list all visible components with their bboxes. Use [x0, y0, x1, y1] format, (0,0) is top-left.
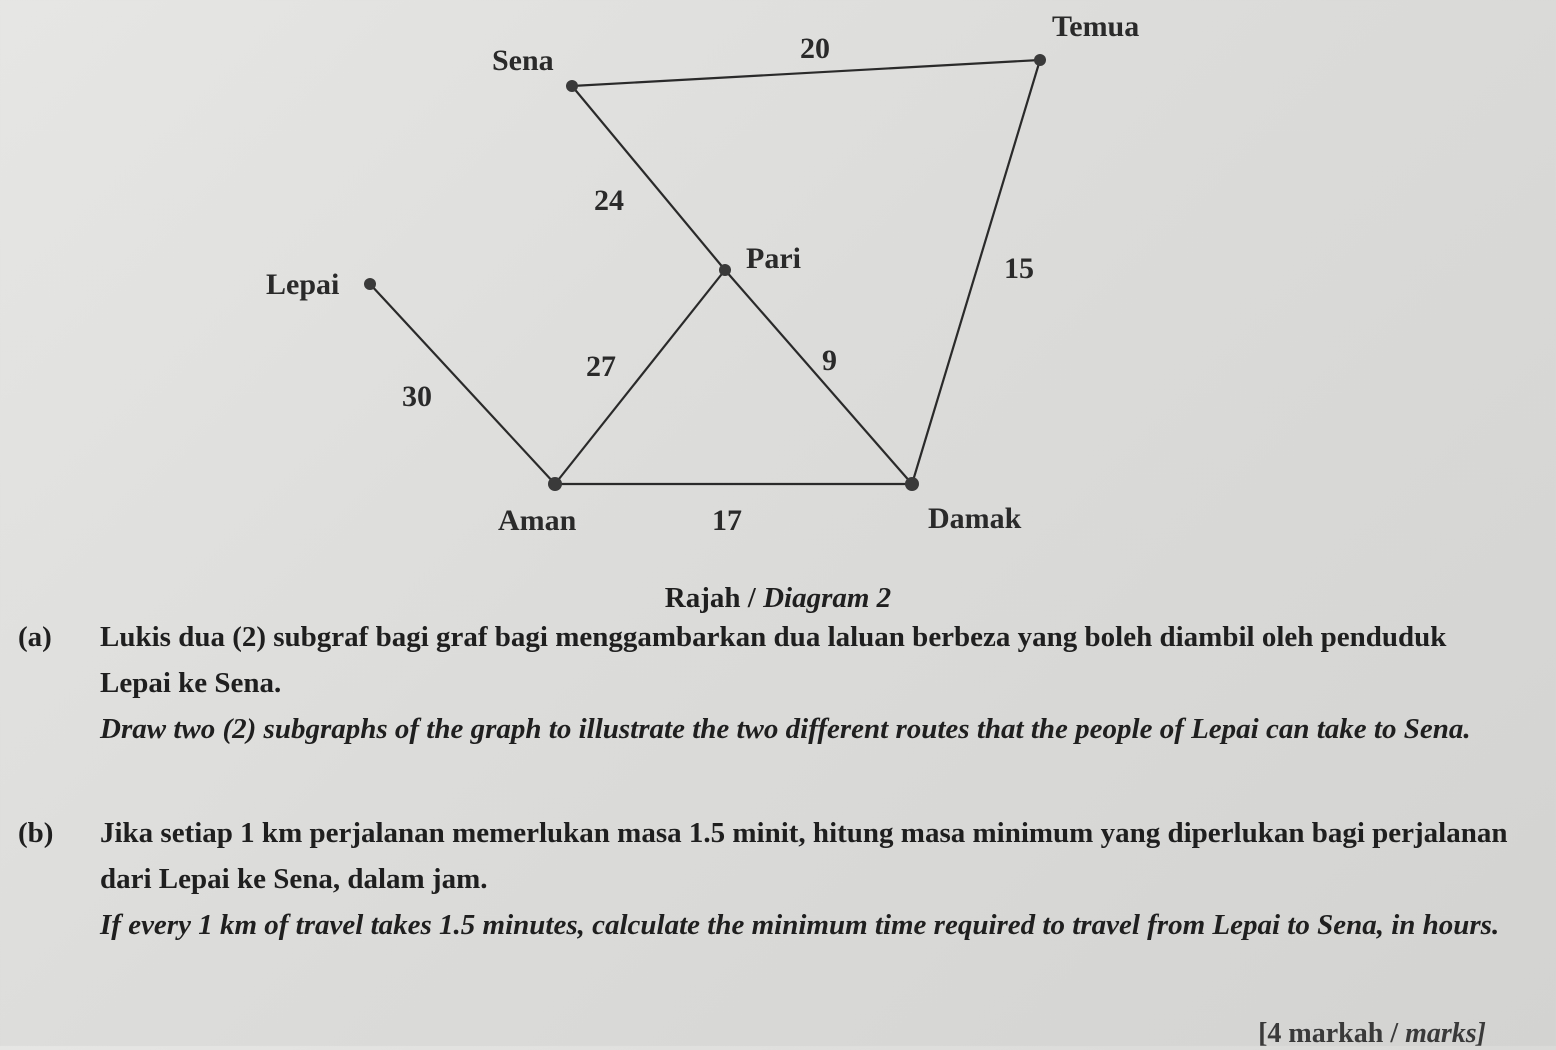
node-lepai [364, 278, 376, 290]
caption-malay: Rajah / [664, 582, 764, 614]
node-label-temua: Temua [1052, 10, 1140, 43]
question-a-english: Draw two (2) subgraphs of the graph to illustrate the two different routes that the people of Lepai can take to Sena. [100, 713, 1471, 745]
question-a [18, 614, 1518, 752]
edge-sena-pari [572, 86, 725, 270]
question-a-body [100, 614, 1518, 752]
edge-weight-sena-temua: 20 [800, 32, 830, 65]
edge-weight-aman-damak: 17 [712, 504, 742, 537]
question-b [18, 810, 1518, 948]
node-label-lepai: Lepai [266, 268, 340, 301]
diagram-caption [0, 582, 1556, 615]
question-a-malay: Lukis dua (2) subgraf bagi graf bagi menggambarkan dua laluan berbeza yang boleh diambil oleh penduduk Lepai ke Sena. [100, 621, 1447, 699]
question-b-marker: (b) [18, 817, 54, 849]
edge-weight-pari-damak: 9 [822, 344, 837, 377]
edge-lepai-aman [370, 284, 555, 484]
edge-weight-temua-damak: 15 [1004, 252, 1034, 285]
node-pari [719, 264, 731, 276]
node-label-pari: Pari [746, 242, 801, 275]
node-label-sena: Sena [492, 44, 554, 77]
question-b-english: If every 1 km of travel takes 1.5 minutes, calculate the minimum time required to travel from Lepai to Sena, in hours. [100, 909, 1500, 941]
node-label-damak: Damak [928, 502, 1022, 535]
edge-weight-lepai-aman: 30 [402, 380, 432, 413]
question-b-malay: Jika setiap 1 km perjalanan memerlukan masa 1.5 minit, hitung masa minimum yang diperlukan bagi perjalanan dari Lepai ke Sena, dalam jam. [100, 817, 1508, 895]
marks-malay: [4 markah / [1258, 1018, 1406, 1049]
question-b-body [100, 810, 1518, 948]
node-aman [548, 477, 562, 491]
node-temua [1034, 54, 1046, 66]
caption-english: Diagram 2 [763, 582, 892, 614]
node-label-aman: Aman [498, 504, 577, 537]
marks-allocation [1258, 1018, 1486, 1050]
edge-pari-aman [555, 270, 725, 484]
question-a-marker: (a) [18, 621, 52, 653]
edge-pari-damak [725, 270, 912, 484]
edge-weight-pari-aman: 27 [586, 350, 616, 383]
node-damak [905, 477, 919, 491]
marks-english: marks] [1405, 1018, 1486, 1049]
edge-weight-sena-pari: 24 [594, 184, 624, 217]
node-sena [566, 80, 578, 92]
